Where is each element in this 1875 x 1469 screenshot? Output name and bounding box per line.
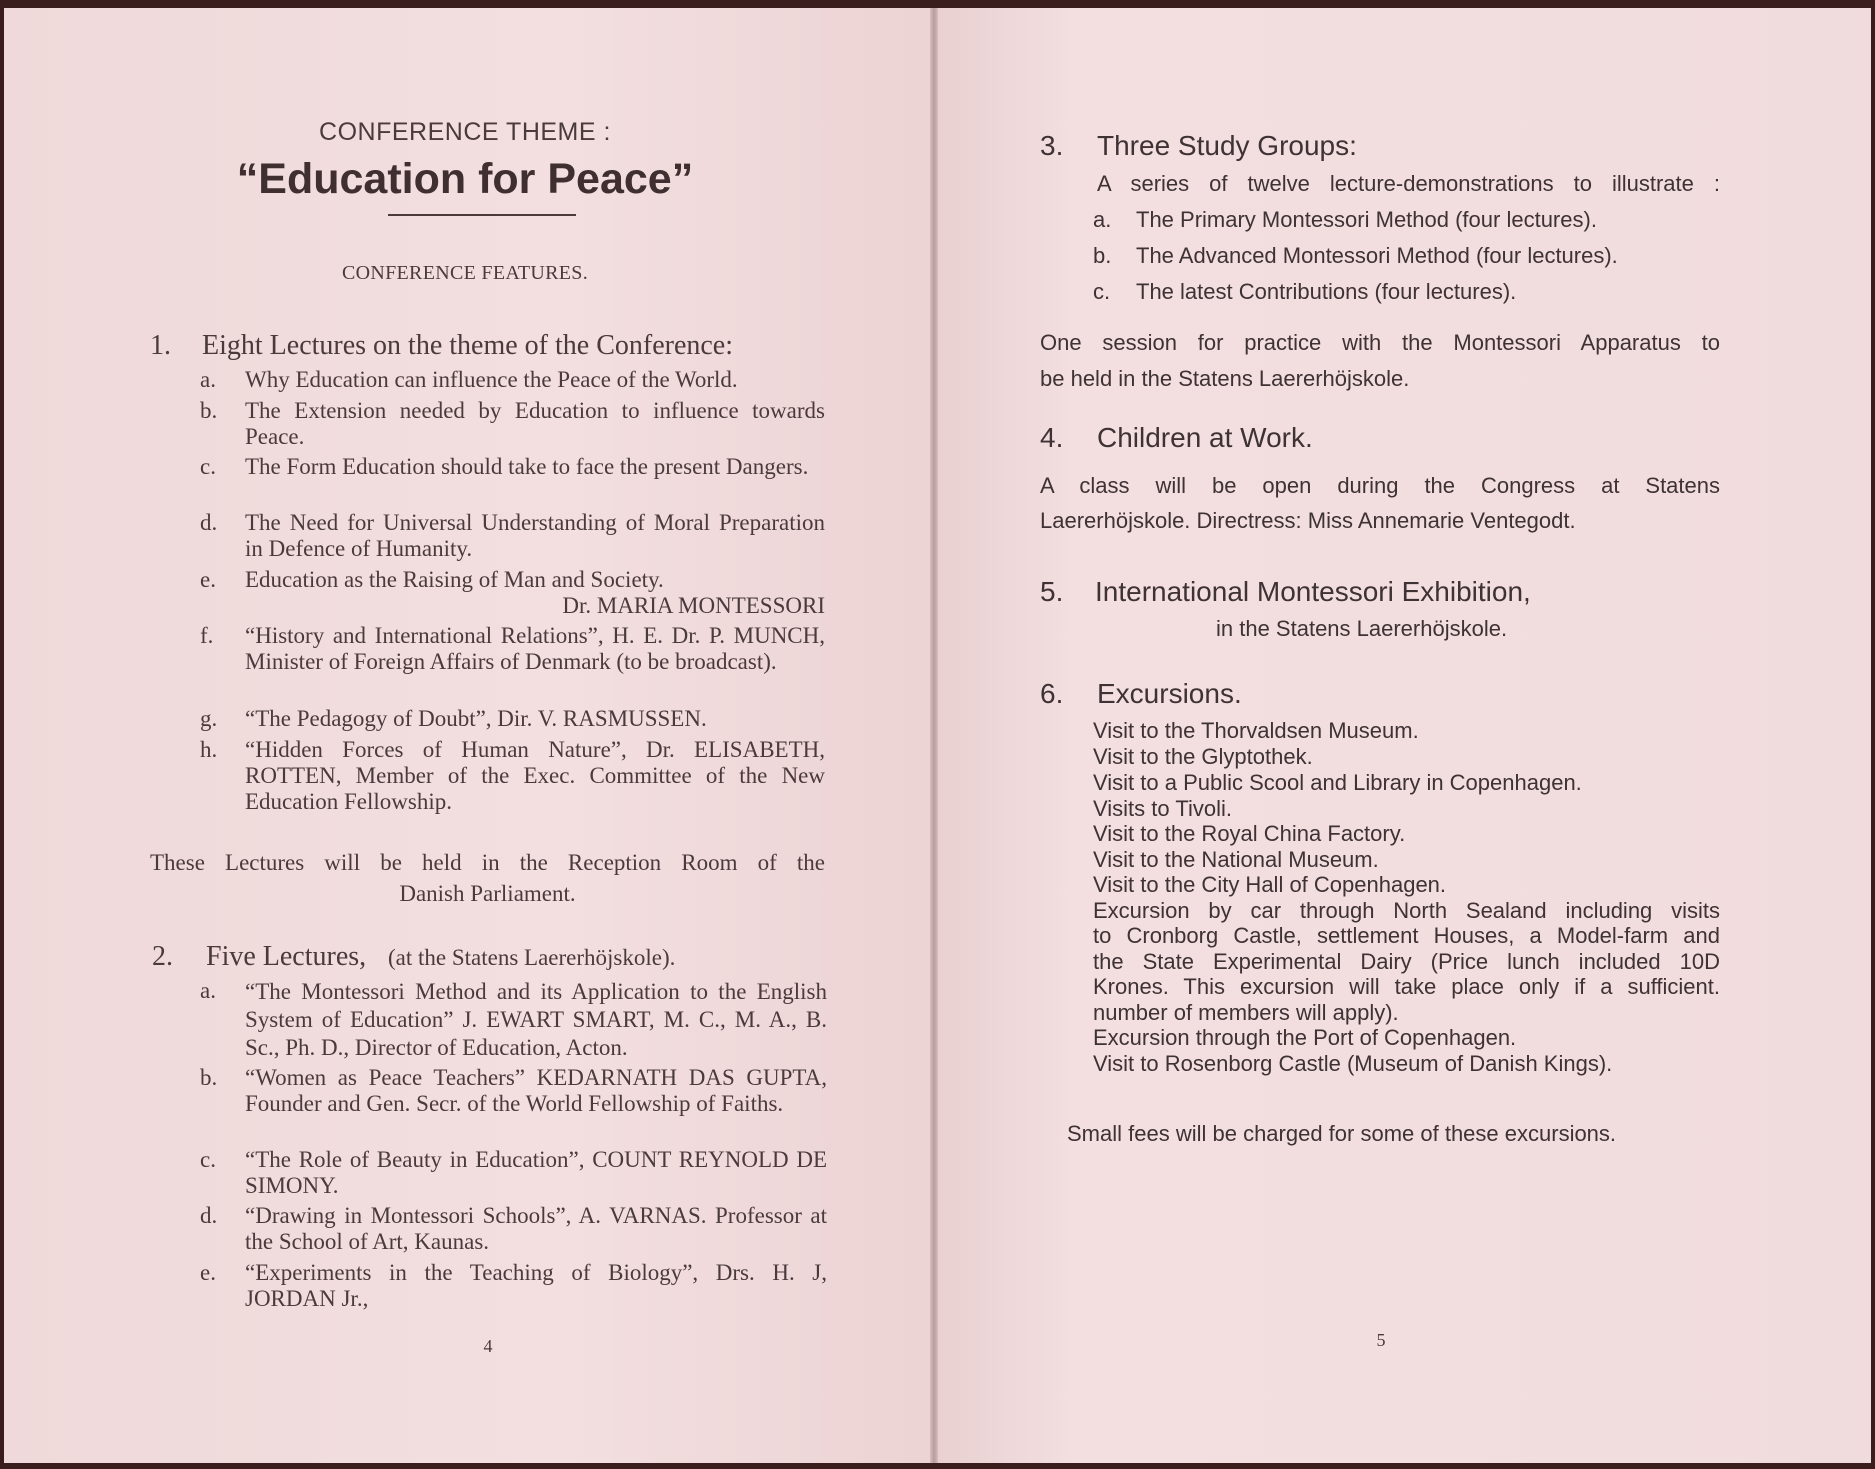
section-3-note-line-2: be held in the Statens Laererhöjskole.: [1040, 366, 1410, 391]
list-item-letter: d.: [200, 510, 218, 535]
section-1-note-line-1: These Lectures will be held in the Reception Room of the: [150, 850, 825, 875]
conference-title: “Education for Peace”: [236, 155, 694, 203]
section-2-number: 2.: [152, 941, 173, 972]
list-item: “History and International Relations”, H. E. Dr. P. MUNCH, Minister of Foreign Affairs of Denmark (to be broadcast).: [245, 623, 825, 674]
section-4-title: Children at Work.: [1097, 422, 1313, 453]
list-item: Visit to Rosenborg Castle (Museum of Danish Kings).: [1093, 1051, 1613, 1076]
page-number-right: 5: [1376, 1330, 1386, 1350]
list-item: “The Montessori Method and its Application to the English System of Education” J. EWART SMART, M. C., M. A., B. Sc., Ph. D., Director of Education, Acton.: [245, 979, 827, 1060]
page-number-left: 4: [483, 1336, 493, 1356]
conference-features-label: CONFERENCE FEATURES.: [341, 262, 589, 284]
list-item: “Experiments in the Teaching of Biology”, Drs. H. J, JORDAN Jr.,: [245, 1260, 827, 1311]
list-item: Visit to the City Hall of Copenhagen.: [1093, 872, 1447, 897]
list-item: Visit to the Royal China Factory.: [1093, 821, 1406, 846]
list-item: “Drawing in Montessori Schools”, A. VARNAS. Professor at the School of Art, Kaunas.: [245, 1203, 827, 1254]
list-item-letter: e.: [200, 1260, 216, 1285]
list-item: The Form Education should take to face the present Dangers.: [245, 454, 809, 479]
list-item: “Women as Peace Teachers” KEDARNATH DAS GUPTA, Founder and Gen. Secr. of the World Fellowship of Faiths.: [245, 1065, 827, 1116]
list-item: to Cronborg Castle, settlement Houses, a Model-farm and: [1093, 923, 1720, 948]
page-gutter: [930, 8, 938, 1463]
section-4-line-2: Laererhöjskole. Directress: Miss Annemarie Ventegodt.: [1040, 508, 1576, 533]
list-item-letter: a.: [200, 978, 216, 1003]
section-6-number: 6.: [1040, 678, 1064, 709]
list-item: The latest Contributions (four lectures).: [1136, 279, 1517, 304]
list-item: Visit to the Thorvaldsen Museum.: [1093, 718, 1419, 743]
excursion-fees-note: Small fees will be charged for some of these excursions.: [1067, 1121, 1617, 1146]
section-3-number: 3.: [1040, 130, 1064, 161]
list-item-letter: a.: [200, 367, 216, 392]
list-item-letter: g.: [200, 706, 218, 731]
lecturer-attribution: Dr. MARIA MONTESSORI: [562, 593, 825, 618]
list-item: The Need for Universal Understanding of Moral Preparation in Defence of Humanity.: [245, 510, 825, 561]
list-item: The Extension needed by Education to influence towards Peace.: [245, 398, 825, 449]
list-item: The Advanced Montessori Method (four lectures).: [1136, 243, 1618, 268]
list-item-letter: a.: [1093, 207, 1112, 232]
list-item: Why Education can influence the Peace of the World.: [245, 367, 738, 392]
list-item: The Primary Montessori Method (four lectures).: [1136, 207, 1597, 232]
list-item-letter: d.: [200, 1203, 218, 1228]
list-item-letter: b.: [1093, 243, 1112, 268]
section-5-title: International Montessori Exhibition,: [1095, 576, 1531, 607]
section-3-title: Three Study Groups:: [1097, 130, 1357, 161]
list-item: Krones. This excursion will take place only if a sufficient.: [1093, 974, 1720, 999]
list-item: “The Role of Beauty in Education”, COUNT REYNOLD DE SIMONY.: [245, 1147, 827, 1198]
section-3-note-line-1: One session for practice with the Montessori Apparatus to: [1040, 330, 1720, 355]
list-item-letter: c.: [200, 454, 216, 479]
list-item-letter: h.: [200, 737, 218, 762]
section-6-title: Excursions.: [1097, 678, 1242, 709]
section-2-title: Five Lectures,: [206, 941, 367, 972]
list-item-letter: b.: [200, 398, 218, 423]
list-item-letter: b.: [200, 1065, 218, 1090]
list-item: Excursion by car through North Sealand including visits: [1093, 898, 1720, 923]
title-underline: [388, 214, 576, 216]
list-item: Education as the Raising of Man and Society.: [245, 567, 664, 592]
list-item: “Hidden Forces of Human Nature”, Dr. ELISABETH, ROTTEN, Member of the Exec. Committee of the New Education Fellowship.: [245, 737, 825, 814]
section-4-line-1: A class will be open during the Congress at Statens: [1040, 473, 1720, 498]
list-item: Visit to a Public Scool and Library in Copenhagen.: [1093, 770, 1582, 795]
section-1-number: 1.: [150, 330, 171, 361]
section-5-line-1: in the Statens Laererhöjskole.: [1216, 616, 1508, 641]
conference-theme-label: CONFERENCE THEME :: [319, 118, 611, 146]
list-item: Visits to Tivoli.: [1093, 796, 1232, 821]
list-item-letter: c.: [200, 1147, 216, 1172]
list-item: Visit to the National Museum.: [1093, 847, 1379, 872]
list-item-letter: e.: [200, 567, 216, 592]
section-5-number: 5.: [1040, 576, 1064, 607]
section-4-number: 4.: [1040, 422, 1064, 453]
list-item: Excursion through the Port of Copenhagen.: [1093, 1025, 1517, 1050]
section-2-subtitle: (at the Statens Laererhöjskole).: [388, 945, 676, 970]
list-item: the State Experimental Dairy (Price lunch included 10D: [1093, 949, 1720, 974]
list-item: Visit to the Glyptothek.: [1093, 744, 1313, 769]
list-item: “The Pedagogy of Doubt”, Dir. V. RASMUSSEN.: [245, 706, 707, 731]
list-item: number of members will apply).: [1093, 1000, 1399, 1025]
section-1-note-line-2: Danish Parliament.: [399, 881, 576, 906]
section-1-title: Eight Lectures on the theme of the Conference:: [202, 330, 734, 361]
list-item-letter: c.: [1093, 279, 1111, 304]
section-3-intro: A series of twelve lecture-demonstrations to illustrate :: [1097, 171, 1720, 196]
list-item-letter: f.: [200, 623, 214, 648]
